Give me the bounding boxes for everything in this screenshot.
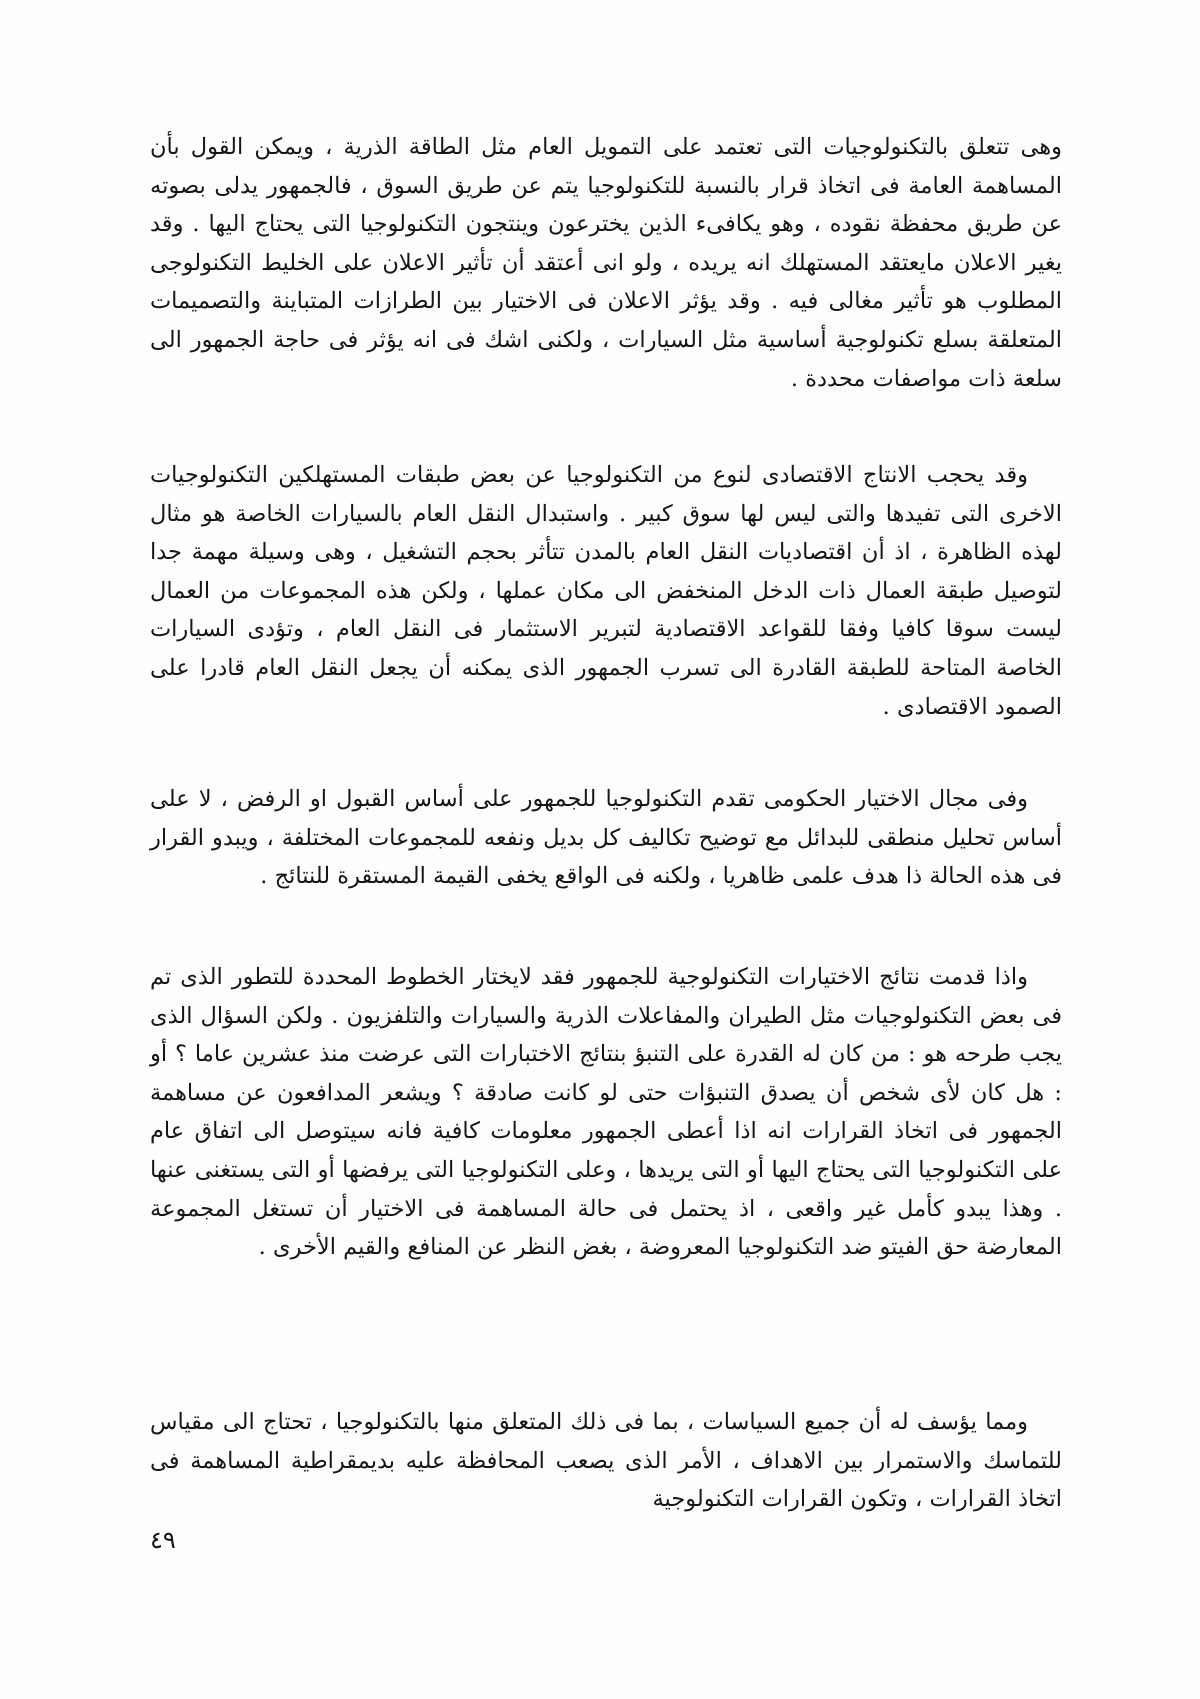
paragraph-5-text: ومما يؤسف له أن جميع السياسات ، بما فى ذلك المتعلق منها بالتكنولوجيا ، تحتاج الى مقياس للتماسك والاستمرار بين الاهداف ، الأمر الذى يصعب المحافظة عليه بديمقراطية المساهمة فى اتخاذ القرارات ، وتكون القرارات التكنولوجية [150, 1409, 1062, 1513]
paragraph-5 [150, 1403, 1062, 1519]
paragraph-4 [150, 958, 1062, 1267]
paragraph-2 [150, 456, 1062, 726]
paragraph-1-text: وهى تتعلق بالتكنولوجيات التى تعتمد على التمويل العام مثل الطاقة الذرية ، ويمكن القول بأن المساهمة العامة فى اتخاذ قرار بالنسبة للتكنولوجيا يتم عن طريق السوق ، فالجمهور يدلى بصوته عن طريق محفظة نقوده ، وهو يكافىء الذين يخترعون وينتجون التكنولوجيا التى يحتاج اليها . وقد يغير الاعلان مايعتقد المستهلك انه يريده ، ولو انى أعتقد أن تأثير الاعلان على الخليط التكنولوجى المطلوب هو تأثير مغالى فيه . وقد يؤثر الاعلان فى الاختيار بين الطرازات المتباينة والتصميمات المتعلقة بسلع تكنولوجية أساسية مثل السيارات ، ولكنى اشك فى انه يؤثر فى حاجة الجمهور الى سلعة ذات مواصفات محددة . [150, 134, 1062, 392]
paragraph-3-text: وفى مجال الاختيار الحكومى تقدم التكنولوجيا للجمهور على أساس القبول او الرفض ، لا على أساس تحليل منطقى للبدائل مع توضيح تكاليف كل بديل ونفعه للمجموعات المختلفة ، ويبدو القرار فى هذه الحالة ذا هدف علمى ظاهريا ، ولكنه فى الواقع يخفى القيمة المستقرة للنتائج . [150, 786, 1062, 890]
paragraph-2-text: وقد يحجب الانتاج الاقتصادى لنوع من التكنولوجيا عن بعض طبقات المستهلكين التكنولوجيات الاخرى التى تفيدها والتى ليس لها سوق كبير . واستبدال النقل العام بالسيارات الخاصة هو مثال لهذه الظاهرة ، اذ أن اقتصاديات النقل العام بالمدن تتأثر بحجم التشغيل ، وهى وسيلة مهمة جدا لتوصيل طبقة العمال ذات الدخل المنخفض الى مكان عملها ، ولكن هذه المجموعات من العمال ليست سوقا كافيا وفقا للقواعد الاقتصادية لتبرير الاستثمار فى النقل العام ، وتؤدى السيارات الخاصة المتاحة للطبقة القادرة الى تسرب الجمهور الذى يمكنه أن يجعل النقل العام قادرا على الصمود الاقتصادى . [150, 462, 1062, 720]
paragraph-1 [150, 128, 1062, 398]
paragraph-3 [150, 780, 1062, 896]
page-number: ٤٩ [150, 1526, 176, 1554]
paragraph-4-text: واذا قدمت نتائج الاختيارات التكنولوجية للجمهور فقد لايختار الخطوط المحددة للتطور الذى تم فى بعض التكنولوجيات مثل الطيران والمفاعلات الذرية والسيارات والتلفزيون . ولكن السؤال الذى يجب طرحه هو : من كان له القدرة على التنبؤ بنتائج الاختبارات التى عرضت منذ عشرين عاما ؟ أو : هل كان لأى شخص أن يصدق التنبؤات حتى لو كانت صادقة ؟ ويشعر المدافعون عن مساهمة الجمهور فى اتخاذ القرارات انه اذا أعطى الجمهور معلومات كافية فانه سيتوصل الى اتفاق عام على التكنولوجيا التى يحتاج اليها أو التى يريدها ، وعلى التكنولوجيا التى يرفضها أو التى يستغنى عنها . وهذا يبدو كأمل غير واقعى ، اذ يحتمل فى حالة المساهمة فى الاختيار أن تستغل المجموعة المعارضة حق الفيتو ضد التكنولوجيا المعروضة ، بغض النظر عن المنافع والقيم الأخرى . [150, 964, 1062, 1261]
